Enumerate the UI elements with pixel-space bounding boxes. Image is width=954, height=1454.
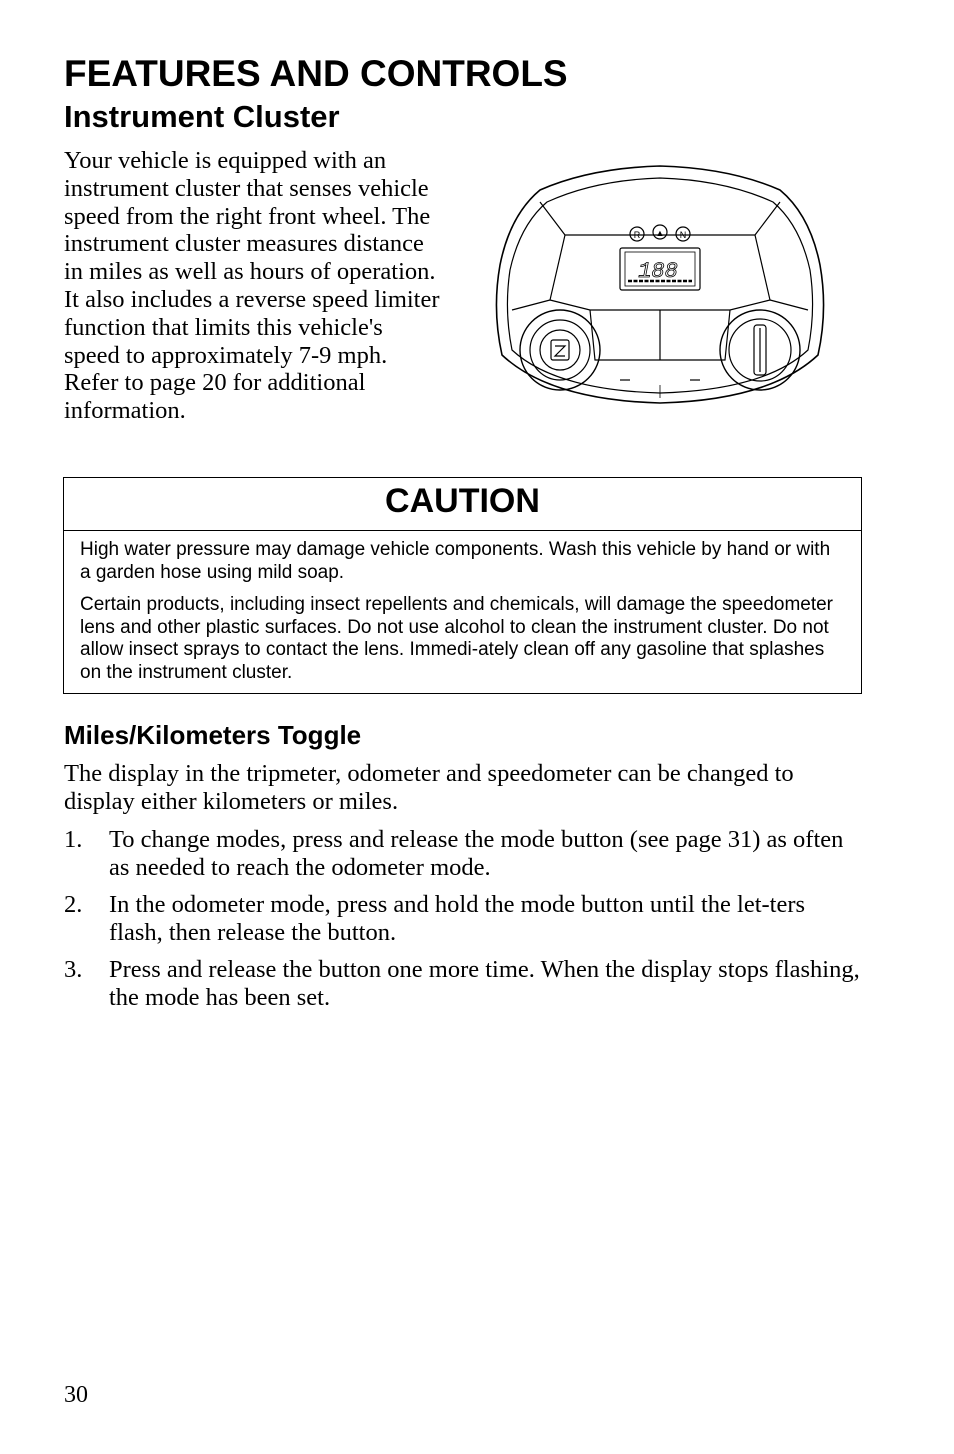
toggle-heading: Miles/Kilometers Toggle	[64, 720, 362, 750]
cluster-housing	[496, 166, 823, 403]
list-item	[64, 826, 864, 882]
step-number: 3.	[64, 956, 83, 983]
step-number: 1.	[64, 826, 83, 853]
instrument-cluster-illustration	[480, 160, 840, 410]
subsection-title: Instrument Cluster	[64, 99, 340, 134]
caution-paragraph: High water pressure may damage vehicle components. Wash this vehicle by hand or with a garden hose using mild soap.	[80, 539, 831, 583]
list-item	[64, 891, 864, 947]
toggle-intro-paragraph: The display in the tripmeter, odometer and speedometer can be changed to display either kilometers or miles.	[64, 760, 794, 815]
steps-list	[64, 826, 864, 1021]
caution-paragraph: Certain products, including insect repellents and chemicals, will damage the speedometer lens and other plastic surfaces. Do not use alcohol to clean the instrument cluster. Do not allow insect sprays to contact the lens. Immedi-ately clean off any gasoline that splashes on the instrument cluster.	[80, 594, 834, 683]
indicator-n-label: N	[679, 230, 687, 240]
indicator-r-label: R	[633, 230, 641, 240]
svg-text:▲: ▲	[655, 228, 665, 238]
caution-title: CAUTION	[64, 478, 861, 531]
caution-body	[64, 531, 861, 684]
section-title: FEATURES AND CONTROLS	[64, 53, 568, 94]
step-text: In the odometer mode, press and hold the mode button until the let-ters flash, then release the button.	[109, 891, 806, 946]
intro-paragraph: Your vehicle is equipped with an instrument cluster that senses vehicle speed from the right front wheel. The instrument cluster measures distance in miles as well as hours of operation. It also includes a reverse speed limiter function that limits this vehicle's speed to approximately 7-9 mph. Refer to page 20 for additional information.	[64, 147, 440, 425]
caution-box	[63, 477, 862, 694]
step-text: Press and release the button one more time. When the display stops flashing, the mode has been set.	[109, 956, 860, 1011]
list-item	[64, 956, 864, 1012]
step-text: To change modes, press and release the mode button (see page 31) as often as needed to reach the odometer mode.	[109, 826, 844, 881]
step-number: 2.	[64, 891, 83, 918]
lcd-speed-digits: 188	[638, 259, 678, 284]
page-number: 30	[64, 1382, 88, 1408]
